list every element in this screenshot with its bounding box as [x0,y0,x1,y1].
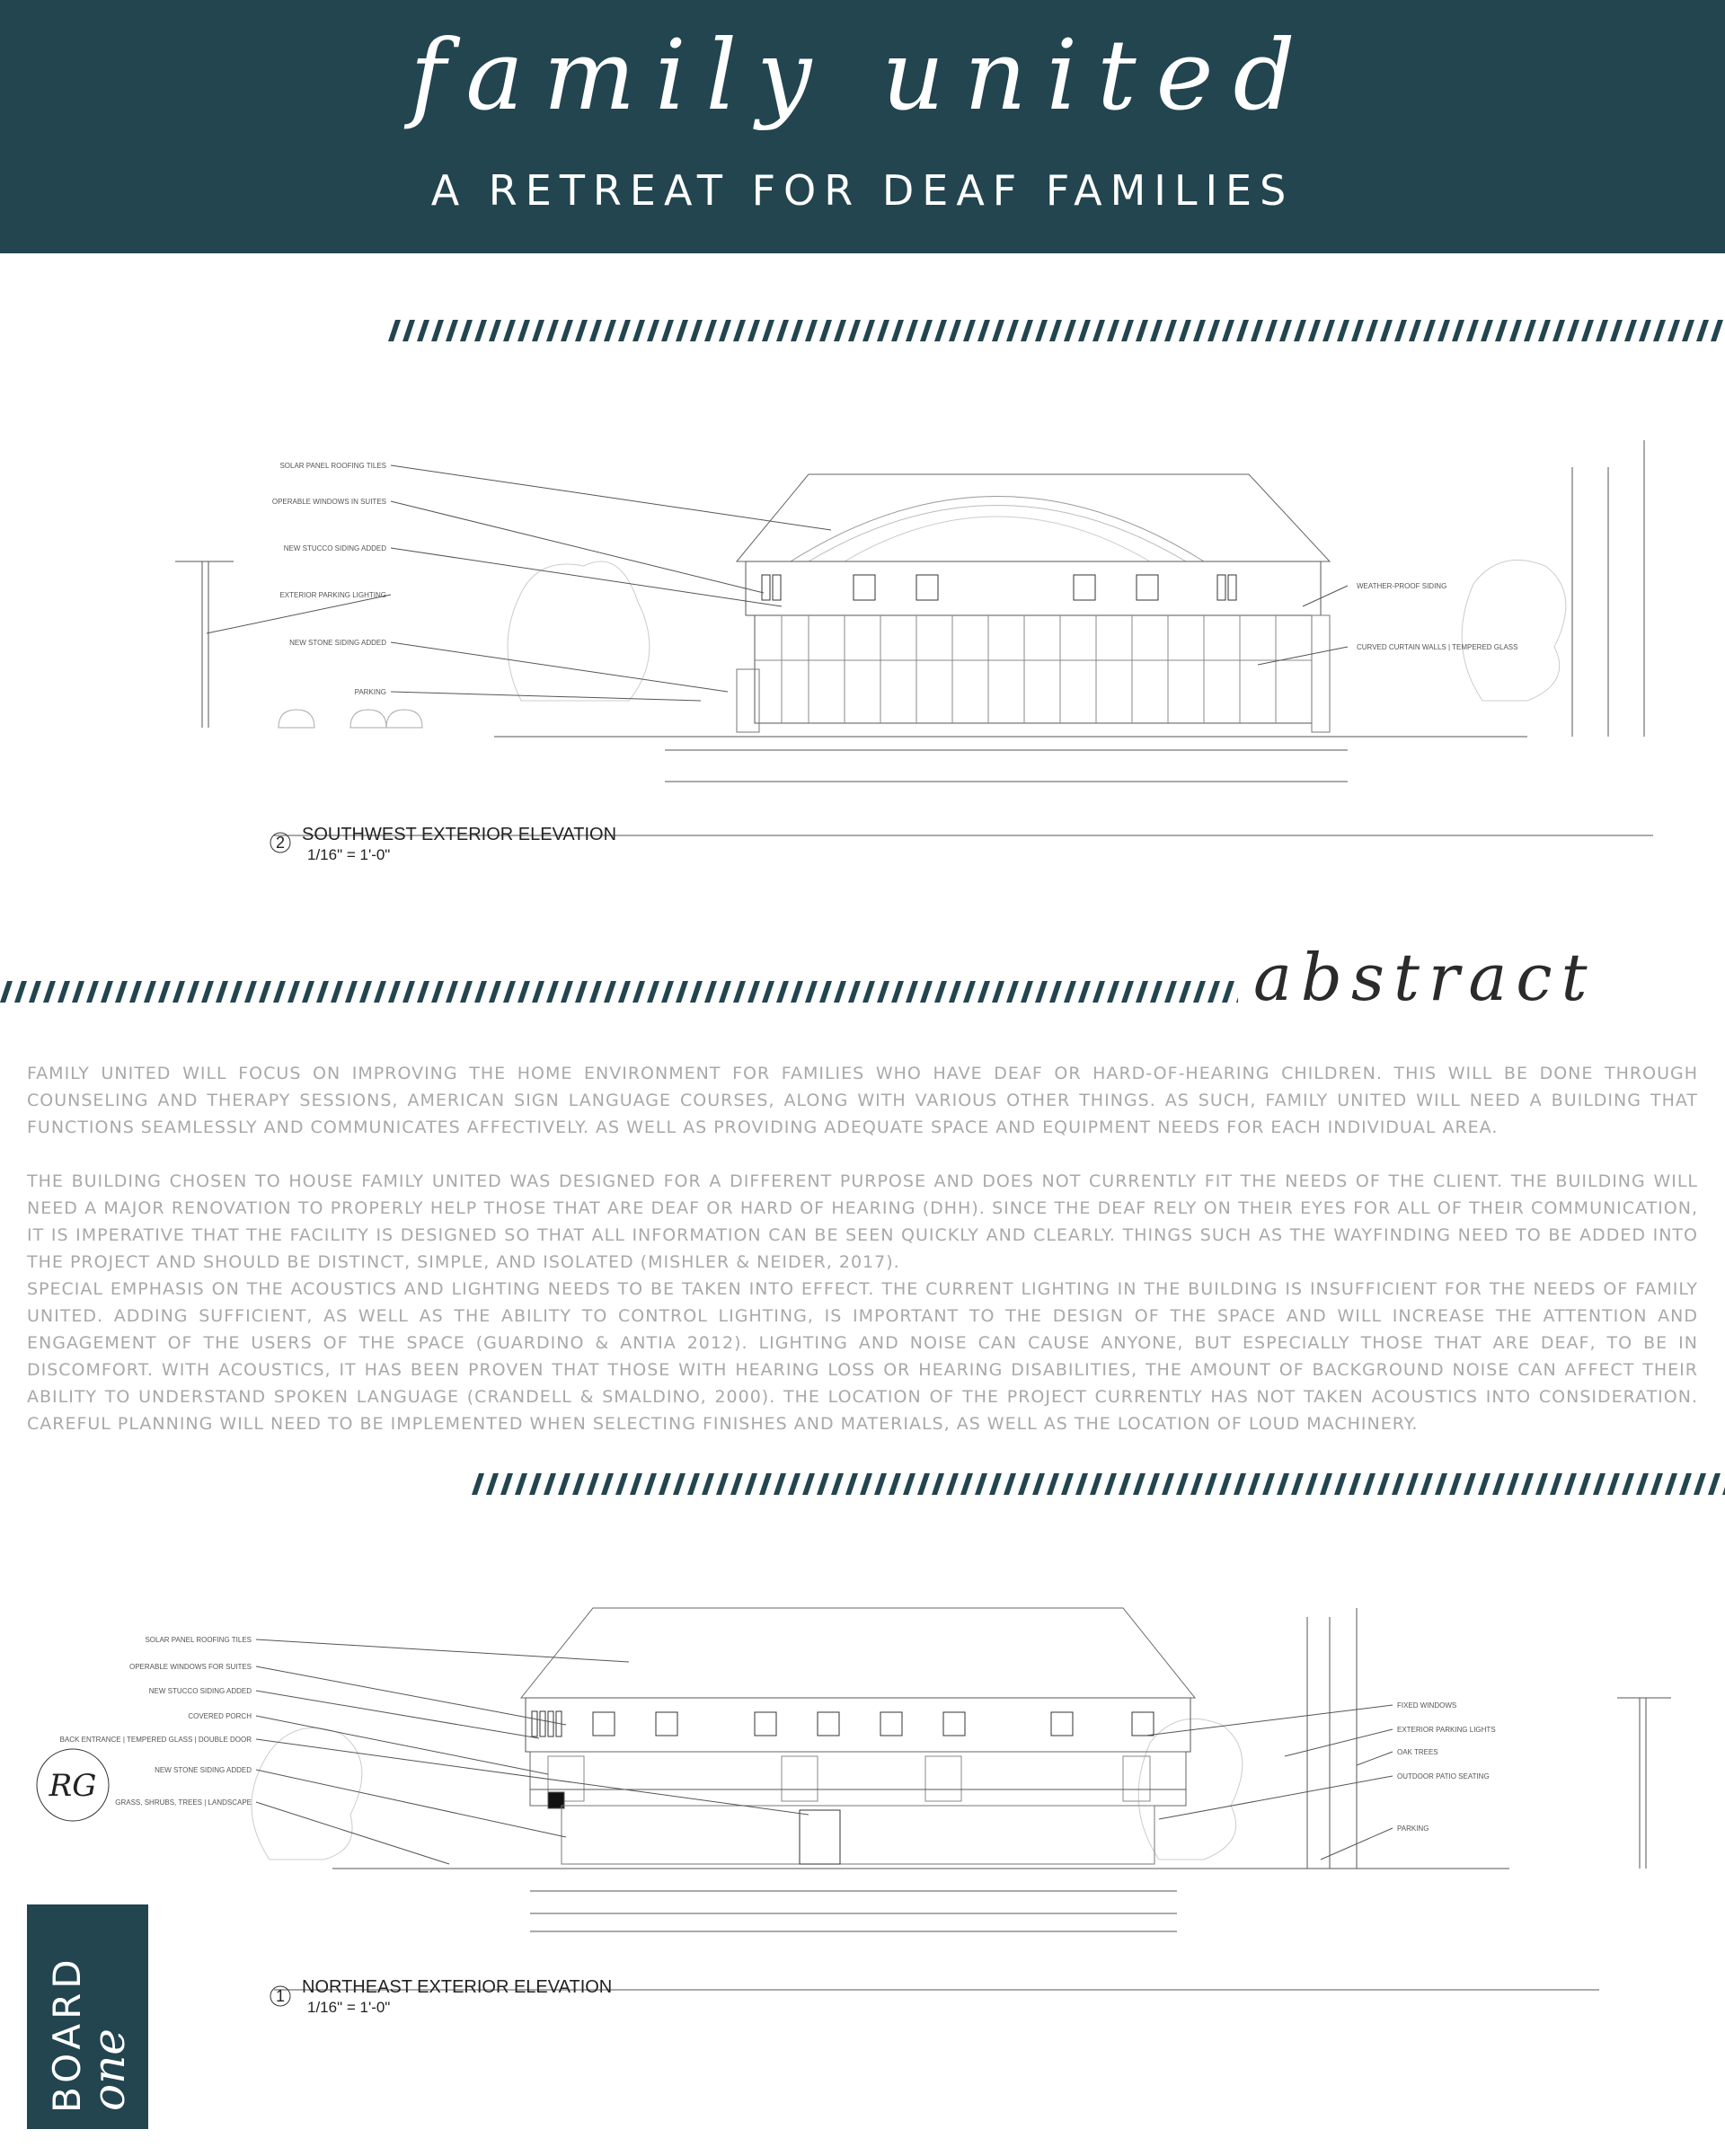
note-landscape: GRASS, SHRUBS, TREES | LANDSCAPE [115,1798,252,1807]
project-subtitle: A RETREAT FOR DEAF FAMILIES [430,166,1295,215]
elevation-title: SOUTHWEST EXTERIOR ELEVATION [302,825,617,844]
note-patio: OUTDOOR PATIO SEATING [1397,1772,1490,1780]
note-operable: OPERABLE WINDOWS IN SUITES [271,498,386,506]
board-number-script: one [83,2028,135,2111]
note-stucco: NEW STUCCO SIDING ADDED [148,1687,252,1695]
note-parking: PARKING [1397,1825,1429,1833]
stripe-divider-top [388,320,1725,341]
note-curtain: CURVED CURTAIN WALLS | TEMPERED GLASS [1357,643,1518,651]
note-operable: OPERABLE WINDOWS FOR SUITES [128,1663,252,1671]
elevation-scale: 1/16" = 1'-0" [307,846,391,863]
northeast-notes [60,1636,1496,1833]
abstract-paragraph-1: FAMILY UNITED WILL FOCUS ON IMPROVING THE HOME ENVIRONMENT FOR FAMILIES WHO HAVE DEAF OR HARD-OF-HEARING CHILDREN. THIS WILL BE DONE THROUGH COUNSELING AND THERAPY SESSIONS, AMERICAN SIGN LANGUAGE COURSES, ALONG WITH VARIOUS OTHER THINGS. AS SUCH, FAMILY UNITED WILL NEED A BUILDING THAT FUNCTIONS SEAMLESSLY AND COMMUNICATES AFFECTIVELY. AS WELL AS PROVIDING ADEQUATE SPACE AND EQUIPMENT NEEDS FOR EACH INDIVIDUAL AREA. [27,1064,1698,1137]
note-stone: NEW STONE SIDING ADDED [289,639,386,647]
note-stone: NEW STONE SIDING ADDED [155,1766,252,1774]
board-word: BOARD [45,1955,89,2113]
abstract-paragraph-3: SPECIAL EMPHASIS ON THE ACOUSTICS AND LIGHTING NEEDS TO BE TAKEN INTO EFFECT. THE CURRENT LIGHTING IN THE BUILDING IS INSUFFICIENT FOR THE NEEDS OF FAMILY UNITED. ADDING SUFFICIENT, AS WELL AS THE ABILITY TO CONTROL LIGHTING, IS IMPORTANT TO THE DESIGN OF THE SPACE AND WILL INCREASE THE ATTENTION AND ENGAGEMENT OF THE USERS OF THE SPACE (GUARDINO & ANTIA 2012). LIGHTING AND NOISE CAN CAUSE ANYONE, BUT ESPECIALLY THOSE THAT ARE DEAF, TO BE IN DISCOMFORT. WITH ACOUSTICS, IT HAS BEEN PROVEN THAT THOSE WITH HEARING LOSS OR HEARING DISABILITIES, THE AMOUNT OF BACKGROUND NOISE CAN AFFECT THEIR ABILITY TO UNDERSTAND SPOKEN LANGUAGE (CRANDELL & SMALDINO, 2000). THE LOCATION OF THE PROJECT CURRENTLY HAS NOT TAKEN ACOUSTICS INTO CONSIDERATION. CAREFUL PLANNING WILL NEED TO BE IMPLEMENTED WHEN SELECTING FINISHES AND MATERIALS, AS WELL AS THE LOCATION OF LOUD MACHINERY. [27,1279,1698,1434]
southwest-notes [272,462,1518,696]
note-weather: WEATHER-PROOF SIDING [1357,582,1447,590]
note-parking-lighting: EXTERIOR PARKING LIGHTING [279,591,386,599]
abstract-heading: abstract [1253,940,1597,1015]
note-fixed: FIXED WINDOWS [1397,1701,1457,1710]
abstract-paragraph-2: THE BUILDING CHOSEN TO HOUSE FAMILY UNITED WAS DESIGNED FOR A DIFFERENT PURPOSE AND DOES NOT CURRENTLY FIT THE NEEDS OF THE CLIENT. THE BUILDING WILL NEED A MAJOR RENOVATION TO PROPERLY HELP THOSE THAT ARE DEAF OR HARD OF HEARING (DHH). SINCE THE DEAF RELY ON THEIR EYES FOR ALL OF THEIR COMMUNICATION, IT IS IMPERATIVE THAT THE FACILITY IS DESIGNED SO THAT ALL INFORMATION CAN BE SEEN QUICKLY AND CLEARLY. THINGS SUCH AS THE WAYFINDING NEED TO BE ADDED INTO THE PROJECT AND SHOULD BE DISTINCT, SIMPLE, AND ISOLATED (MISHLER & NEIDER, 2017). [27,1171,1698,1272]
header-banner [0,0,1725,253]
note-entrance: BACK ENTRANCE | TEMPERED GLASS | DOUBLE DOOR [59,1736,252,1744]
southwest-elevation-drawing [162,431,1671,880]
elevation-title: NORTHEAST EXTERIOR ELEVATION [302,1977,613,1997]
note-solar: SOLAR PANEL ROOFING TILES [279,462,386,470]
note-oak: OAK TREES [1397,1748,1438,1756]
stripe-divider-bottom [472,1473,1725,1495]
board-label [27,1904,148,2129]
note-solar: SOLAR PANEL ROOFING TILES [145,1636,252,1644]
note-porch: COVERED PORCH [188,1712,252,1720]
svg-text:RG: RG [49,1768,97,1804]
view-number: 1 [275,1987,286,2005]
monogram-logo [32,1745,113,1825]
note-parking: PARKING [354,688,386,696]
note-lights: EXTERIOR PARKING LIGHTS [1397,1726,1496,1734]
note-stucco: NEW STUCCO SIDING ADDED [283,544,386,552]
project-title: family united [410,20,1315,132]
stripe-divider-abstract [0,981,1238,1003]
elevation-scale: 1/16" = 1'-0" [307,1999,391,2016]
view-number: 2 [275,834,286,852]
